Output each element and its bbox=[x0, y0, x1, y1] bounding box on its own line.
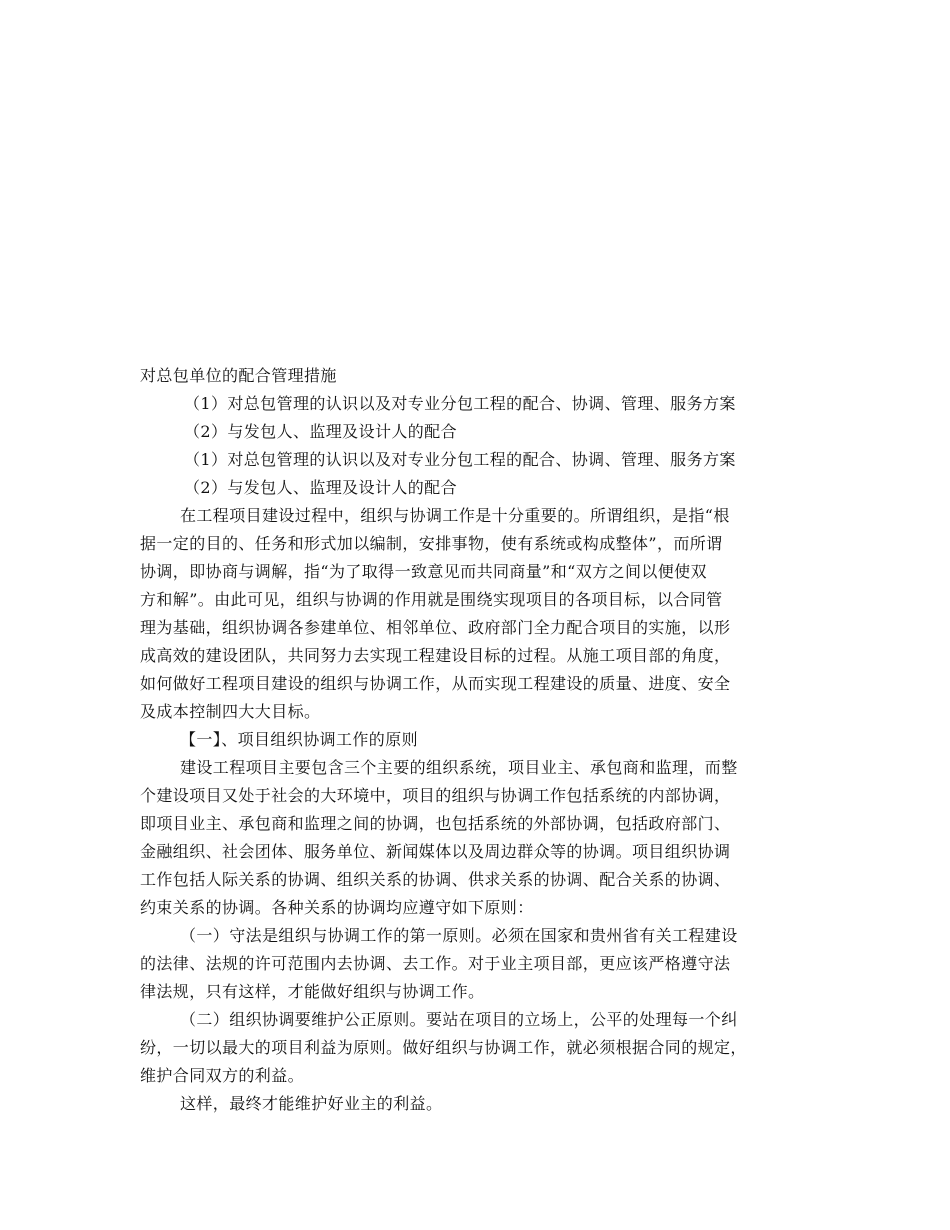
list-item: （1）对总包管理的认识以及对专业分包工程的配合、协调、管理、服务方案 bbox=[184, 450, 736, 469]
paragraph-line: （一）守法是组织与协调工作的第一原则。必须在国家和贵州省有关工程建设 bbox=[180, 926, 738, 945]
list-item: （2）与发包人、监理及设计人的配合 bbox=[184, 478, 457, 497]
paragraph-principle-two bbox=[140, 1006, 812, 1090]
paragraph-line: 及成本控制四大大目标。 bbox=[140, 702, 321, 721]
paragraph-line: 约束关系的协调。各种关系的协调均应遵守如下原则： bbox=[140, 898, 534, 917]
paragraph-line: 在工程项目建设过程中，组织与协调工作是十分重要的。所谓组织，是指“根 bbox=[180, 506, 730, 525]
paragraph-intro bbox=[140, 502, 812, 726]
paragraph-line: 律法规，只有这样，才能做好组织与协调工作。 bbox=[140, 982, 485, 1001]
paragraph-line: 这样，最终才能维护好业主的利益。 bbox=[180, 1094, 443, 1113]
paragraph-line: 纷，一切以最大的项目利益为原则。做好组织与协调工作，就必须根据合同的规定， bbox=[140, 1038, 747, 1057]
paragraph-line: （二）组织协调要维护公正原则。要站在项目的立场上，公平的处理每一个纠 bbox=[180, 1010, 738, 1029]
paragraph-line: 建设工程项目主要包含三个主要的组织系统，项目业主、承包商和监理，而整 bbox=[180, 758, 738, 777]
paragraph-line: 维护合同双方的利益。 bbox=[140, 1066, 305, 1085]
paragraph-principle-one bbox=[140, 922, 812, 1006]
paragraph-line: 个建设项目又处于社会的大环境中，项目的组织与协调工作包括系统的内部协调， bbox=[140, 786, 731, 805]
list-item: （1）对总包管理的认识以及对专业分包工程的配合、协调、管理、服务方案 bbox=[184, 394, 736, 413]
list-item: （2）与发包人、监理及设计人的配合 bbox=[184, 422, 457, 441]
paragraph-line: 成高效的建设团队，共同努力去实现工程建设目标的过程。从施工项目部的角度， bbox=[140, 646, 731, 665]
paragraph-line: 工作包括人际关系的协调、组织关系的协调、供求关系的协调、配合关系的协调、 bbox=[140, 870, 731, 889]
paragraph-line: 金融组织、社会团体、服务单位、新闻媒体以及周边群众等的协调。项目组织协调 bbox=[140, 842, 731, 861]
document-body bbox=[140, 362, 812, 1118]
paragraph-line: 即项目业主、承包商和监理之间的协调，也包括系统的外部协调，包括政府部门、 bbox=[140, 814, 731, 833]
paragraph-systems bbox=[140, 754, 812, 922]
document-title: 对总包单位的配合管理措施 bbox=[140, 366, 337, 385]
paragraph-line: 理为基础，组织协调各参建单位、相邻单位、政府部门全力配合项目的实施，以形 bbox=[140, 618, 731, 637]
paragraph-line: 如何做好工程项目建设的组织与协调工作，从而实现工程建设的质量、进度、安全 bbox=[140, 674, 731, 693]
section-heading: 【一】、项目组织协调工作的原则 bbox=[180, 730, 419, 749]
paragraph-line: 方和解”。由此可见，组织与协调的作用就是围绕实现项目的各项目标，以合同管 bbox=[140, 590, 723, 609]
paragraph-line: 的法律、法规的许可范围内去协调、去工作。对于业主项目部，更应该严格遵守法 bbox=[140, 954, 731, 973]
paragraph-line: 据一定的目的、任务和形式加以编制，安排事物，使有系统或构成整体”，而所谓 bbox=[140, 534, 723, 553]
paragraph-line: 协调，即协商与调解，指“为了取得一致意见而共同商量”和“双方之间以便使双 bbox=[140, 562, 707, 581]
paragraph-conclusion bbox=[140, 1090, 812, 1118]
